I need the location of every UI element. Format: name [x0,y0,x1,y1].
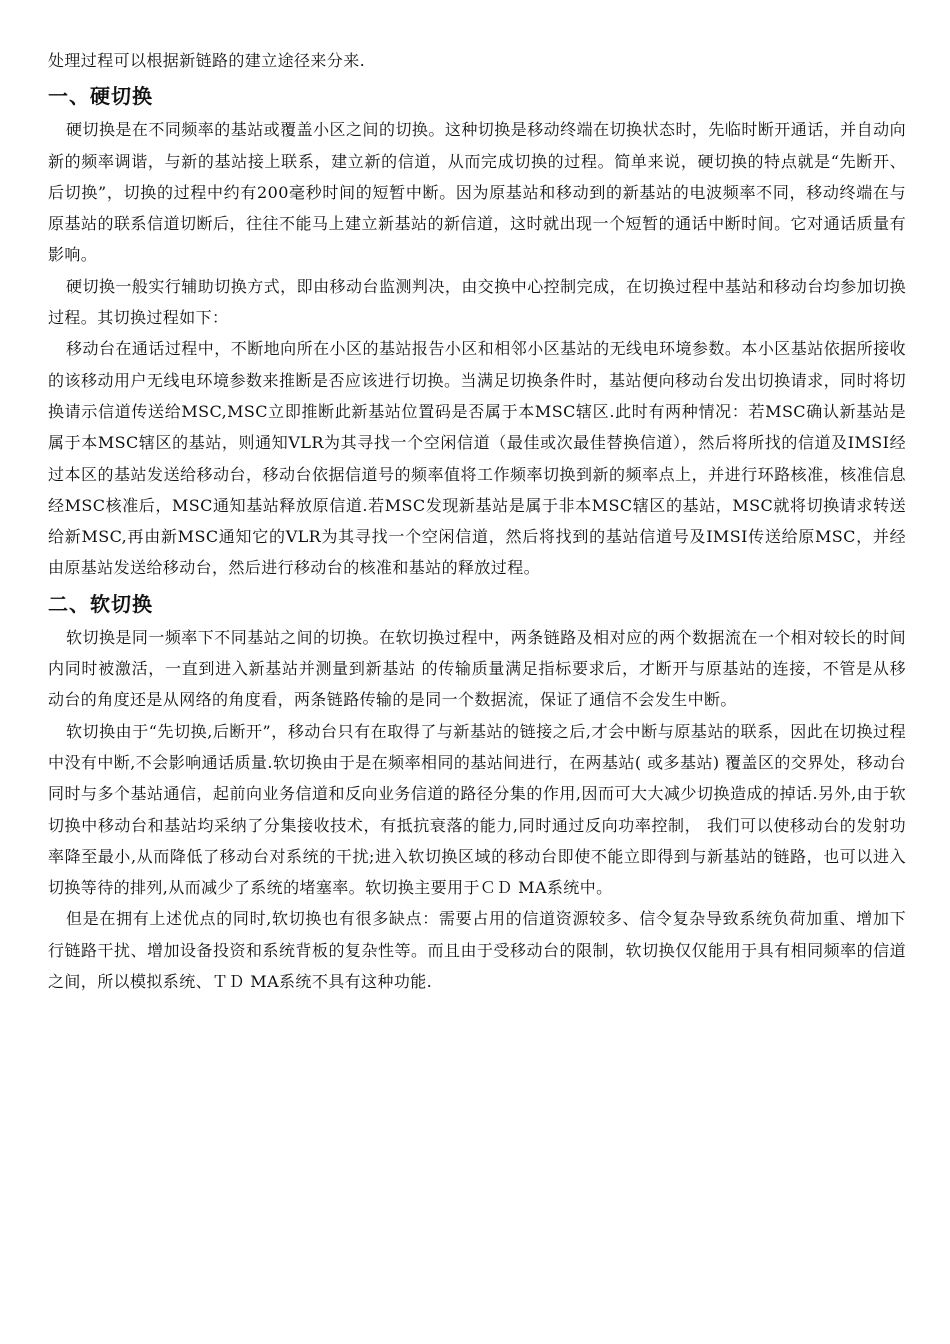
hard-handoff-paragraph-3: 移动台在通话过程中，不断地向所在小区的基站报告小区和相邻小区基站的无线电环境参数。本小区基站依据所接收的该移动用户无线电环境参数来推断是否应该进行切换。当满足切换条件时，基站便向移动台发出切换请求，同时将切换请示信道传送给MSC,MSC立即推断此新基站位置码是否属于本MSC辖区.此时有两种情况：若MSC确认新基站是属于本MSC辖区的基站，则通知VLR为其寻找一个空闲信道（最佳或次最佳替换信道），然后将所找的信道及IMSI经过本区的基站发送给移动台，移动台依据信道号的频率值将工作频率切换到新的频率点上，并进行环路核准，核准信息经MSC核准后，MSC通知基站释放原信道.若MSC发现新基站是属于非本MSC辖区的基站，MSC就将切换请求转送给新MSC,再由新MSC通知它的VLR为其寻找一个空闲信道，然后将找到的基站信道号及IMSI传送给原MSC，并经由原基站发送给移动台，然后进行移动台的核准和基站的释放过程。 [48,339,906,578]
section-heading-soft-handoff: 二、软切换 [48,591,153,616]
soft-handoff-paragraph-1: 软切换是同一频率下不同基站之间的切换。在软切换过程中，两条链路及相对应的两个数据流在一个相对较长的时间内同时被激活，一直到进入新基站并测量到新基站 的传输质量满足指标要求后，才断开与原基站的连接，不管是从移动台的角度还是从网络的角度看，两条链路传输的是同一个数据流，保证了通信不会发生中断。 [48,627,906,710]
section-heading-hard-handoff: 一、硬切换 [48,84,153,109]
document-page [48,45,906,997]
intro-paragraph: 处理过程可以根据新链路的建立途径来分来. [48,51,366,70]
soft-handoff-paragraph-3: 但是在拥有上述优点的同时,软切换也有很多缺点：需要占用的信道资源较多、信令复杂导致系统负荷加重、增加下行链路干扰、增加设备投资和系统背板的复杂性等。而且由于受移动台的限制，软切换仅仅能用于具有相同频率的信道之间，所以模拟系统、ＴＤ MA系统不具有这种功能. [48,909,906,992]
soft-handoff-paragraph-2: 软切换由于“先切换,后断开”，移动台只有在取得了与新基站的链接之后,才会中断与原基站的联系，因此在切换过程中没有中断,不会影响通话质量.软切换由于是在频率相同的基站间进行，在两基站( 或多基站) 覆盖区的交界处，移动台同时与多个基站通信，起前向业务信道和反向业务信道的路径分集的作用,因而可大大减少切换造成的掉话.另外,由于软切换中移动台和基站均采纳了分集接收技术，有抵抗衰落的能力,同时通过反向功率控制， 我们可以使移动台的发射功率降至最小,从而降低了移动台对系统的干扰;进入软切换区域的移动台即使不能立即得到与新基站的链路，也可以进入切换等待的排列,从而减少了系统的堵塞率。软切换主要用于ＣＤ MA系统中。 [48,721,906,898]
hard-handoff-paragraph-2: 硬切换一般实行辅助切换方式，即由移动台监测判决，由交换中心控制完成，在切换过程中基站和移动台均参加切换过程。其切换过程如下： [48,276,906,328]
hard-handoff-paragraph-1: 硬切换是在不同频率的基站或覆盖小区之间的切换。这种切换是移动终端在切换状态时，先临时断开通话，并自动向新的频率调谐，与新的基站接上联系，建立新的信道，从而完成切换的过程。简单来说，硬切换的特点就是“先断开、后切换”，切换的过程中约有200毫秒时间的短暂中断。因为原基站和移动到的新基站的电波频率不同，移动终端在与原基站的联系信道切断后，往往不能马上建立新基站的新信道，这时就出现一个短暂的通话中断时间。它对通话质量有影响。 [48,120,906,265]
